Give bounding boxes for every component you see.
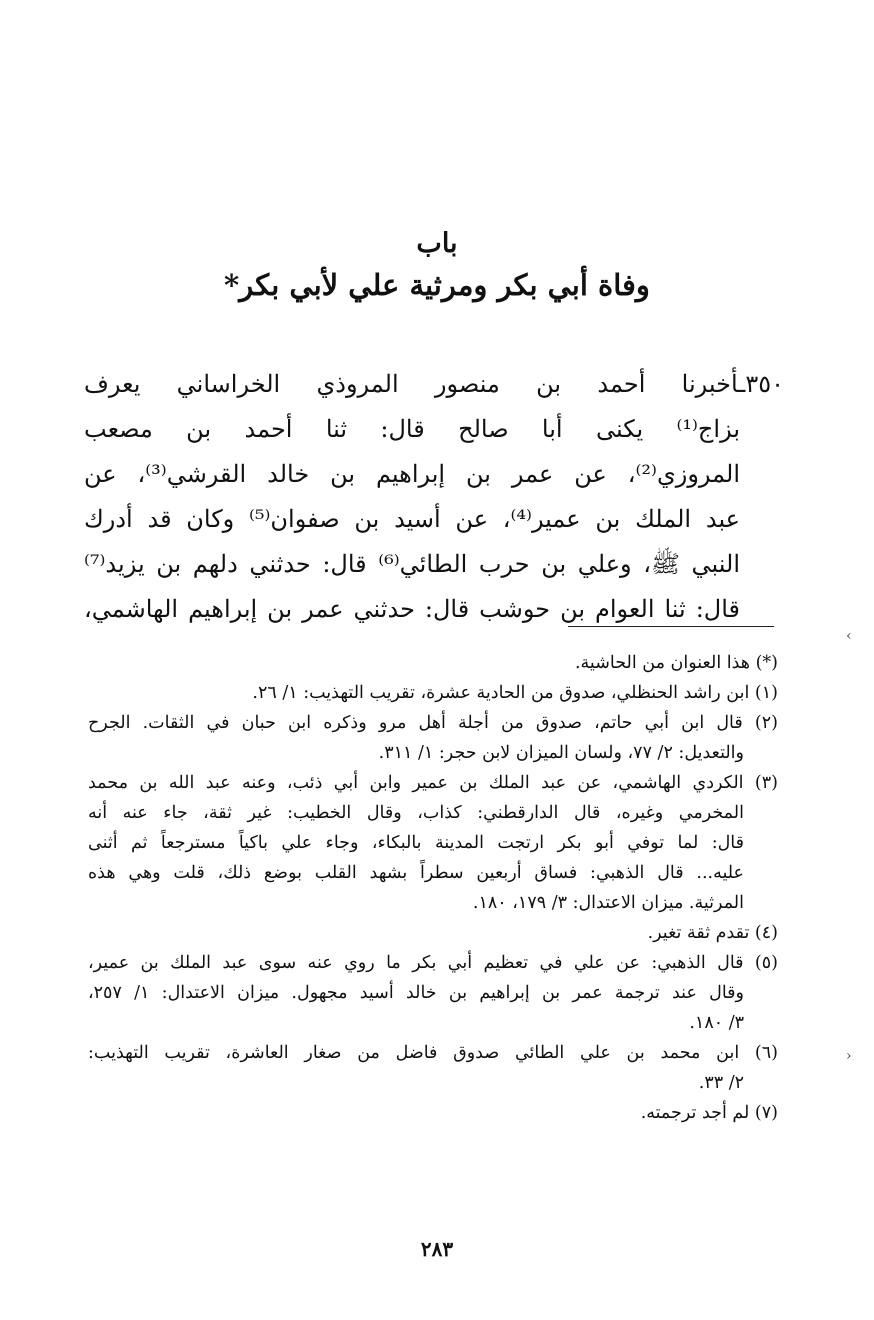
footnote-separator: [568, 626, 774, 627]
footnote-line: (٣) الكردي الهاشمي، عن عبد الملك بن عمير وابن أبي ذئب، وعنه عبد الله بن محمد: [88, 773, 778, 793]
footnote-line: وقال عند ترجمة عمر بن إبراهيم بن خالد أسيد مجهول. ميزان الاعتدال: ١/ ٢٥٧،: [88, 983, 744, 1003]
hadith-line: النبي ﷺ، وعلي بن حرب الطائي⁽⁶⁾ قال: حدثني دلهم بن يزيد⁽⁷⁾: [84, 550, 740, 578]
footnotes: [88, 648, 778, 1128]
footnote-line: (٧) لم أجد ترجمته.: [640, 1103, 778, 1123]
footnote-line: قال: لما توفي أبو بكر ارتجت المدينة بالبكاء، وجاء علي باكياً مسترجعاً ثم أثنى: [88, 833, 744, 853]
hadith-line: بزاج⁽¹⁾ يكنى أبا صالح قال: ثنا أحمد بن مصعب: [84, 415, 740, 443]
hadith-line: عبد الملك بن عمير⁽⁴⁾، عن أسيد بن صفوان⁽⁵⁾ وكان قد أدرك: [84, 505, 741, 533]
footnote-line: (٤) تقدم ثقة تغير.: [647, 923, 778, 943]
footnote-line: (٦) ابن محمد بن علي الطائي صدوق فاضل من صغار العاشرة، تقريب التهذيب:: [88, 1043, 778, 1063]
footnote-line: ٣/ ١٨٠.: [689, 1013, 744, 1033]
chapter-title: وفاة أبي بكر ومرثية علي لأبي بكر*: [224, 268, 650, 302]
hadith-text: [84, 362, 784, 632]
chapter-label: باب: [416, 228, 458, 259]
hadith-line: ٣٥٠ـأخبرنا أحمد بن منصور المروذي الخراساني يعرف: [84, 370, 784, 398]
page-number: ٢٨٣: [420, 1237, 454, 1261]
footnote-line: المرثية. ميزان الاعتدال: ٣/ ١٧٩، ١٨٠.: [472, 893, 744, 913]
footnote-line: عليه... قال الذهبي: فساق أربعين سطراً بشهد القلب بوضع ذلك، قلت وهي هذه: [88, 863, 744, 883]
footnote-line: والتعديل: ٢/ ٧٧، ولسان الميزان لابن حجر: ١/ ٣١١.: [378, 743, 744, 763]
footnote-line: (٥) قال الذهبي: عن علي في تعظيم أبي بكر ما روي عنه سوى عبد الملك بن عمير،: [88, 953, 778, 973]
footnote-line: (٢) قال ابن أبي حاتم، صدوق من أجلة أهل مرو وذكره ابن حبان في الثقات. الجرح: [88, 713, 778, 733]
hadith-line: قال: ثنا العوام بن حوشب قال: حدثني عمر بن إبراهيم الهاشمي،: [84, 595, 740, 623]
footnote-line: (١) ابن راشد الحنظلي، صدوق من الحادية عشرة، تقريب التهذيب: ١/ ٢٦.: [252, 683, 778, 703]
footnote-line: (*) هذا العنوان من الحاشية.: [574, 653, 778, 673]
footnote-line: ٢/ ٣٣.: [698, 1073, 744, 1093]
hadith-line: المروزي⁽²⁾، عن عمر بن إبراهيم بن خالد القرشي⁽³⁾، عن: [84, 460, 741, 488]
footnote-line: المخرمي وغيره، قال الدارقطني: كذاب، وقال الخطيب: غير ثقة، جاء عنه أنه: [88, 803, 744, 823]
scan-artifact-mark: ›: [846, 1048, 852, 1064]
scan-artifact-mark: ‹: [846, 628, 852, 644]
